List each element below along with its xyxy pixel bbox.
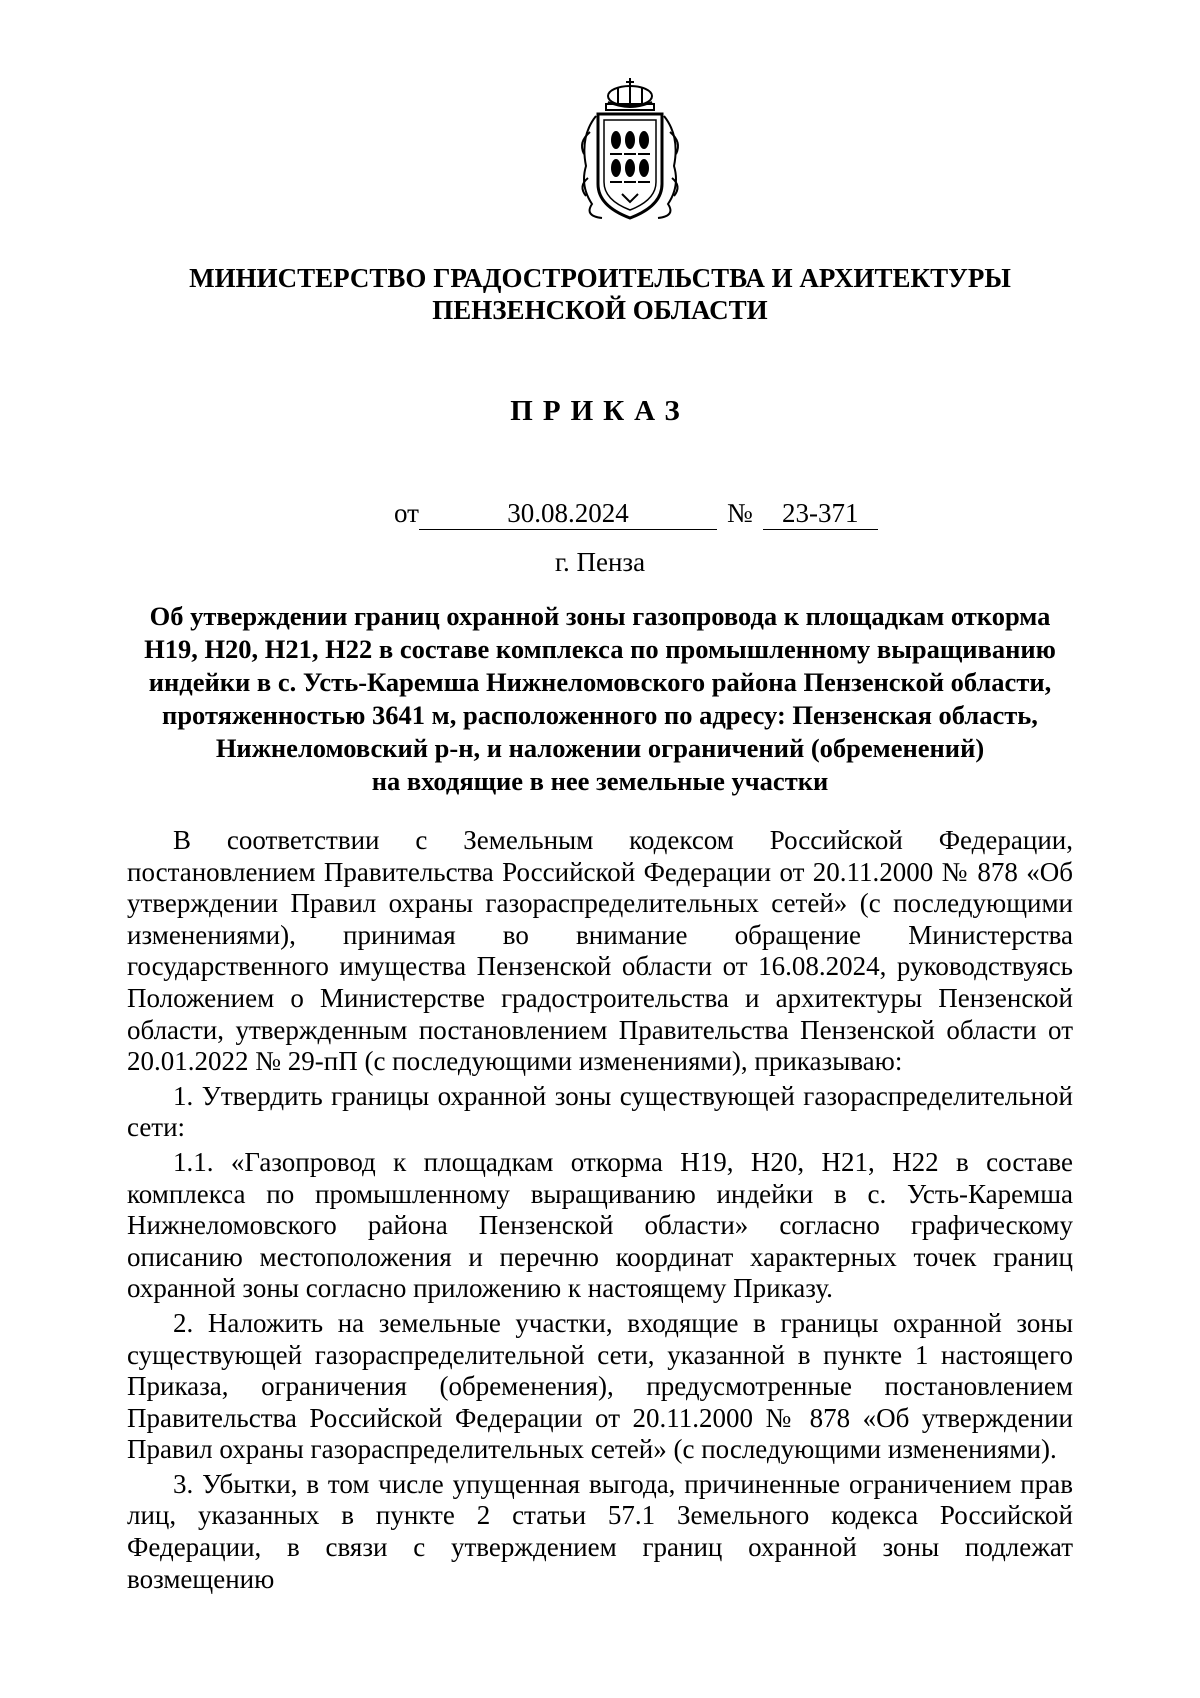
subject-line: протяженностью 3641 м, расположенного по адресу: Пензенская область, <box>162 700 1038 730</box>
document-city: г. Пенза <box>554 547 646 577</box>
ministry-name <box>100 262 1100 326</box>
date-prefix: от <box>394 498 419 528</box>
subject-line: на входящие в нее земельные участки <box>371 766 829 796</box>
document-type: ПРИКАЗ <box>510 395 690 427</box>
ministry-name-line2: ПЕНЗЕНСКОЙ ОБЛАСТИ <box>432 295 768 325</box>
document-body <box>127 825 1073 1598</box>
coat-of-arms-emblem <box>574 76 686 224</box>
document-number: 23-371 <box>763 497 878 530</box>
date-number-line <box>394 497 878 531</box>
document-date: 30.08.2024 <box>419 497 717 530</box>
preamble-paragraph: В соответствии с Земельным кодексом Российской Федерации, постановлением Правительства Российской Федерации от 20.11.2000 № 878 «Об утверждении Правил охраны газораспределительных сетей» (с последующими изменениями), принимая во внимание обращение Министерства государственного имущества Пензенской области от 16.08.2024, руководствуясь Положением о Министерстве градостроительства и архитектуры Пензенской области, утвержденным постановлением Правительства Пензенской области от 20.01.2022 № 29-пП (с последующими изменениями), приказываю: <box>127 825 1073 1077</box>
item-1-1-paragraph: 1.1. «Газопровод к площадкам откорма Н19, Н20, Н21, Н22 в составе комплекса по промышленному выращиванию индейки в с. Усть-Каремша Нижнеломовского района Пензенской области» согласно графическому описанию местоположения и перечню координат характерных точек границ охранной зоны согласно приложению к настоящему Приказу. <box>127 1146 1073 1304</box>
subject-line: Нижнеломовский р-н, и наложении ограничений (обременений) <box>215 733 985 763</box>
subject-line: Н19, Н20, Н21, Н22 в составе комплекса по промышленному выращиванию <box>144 634 1056 664</box>
item-2-paragraph: 2. Наложить на земельные участки, входящие в границы охранной зоны существующей газораспределительной сети, указанной в пункте 1 настоящего Приказа, ограничения (обременения), предусмотренные постановлением Правительства Российской Федерации от 20.11.2000 № 878 «Об утверждении Правил охраны газораспределительных сетей» (с последующими изменениями). <box>127 1307 1073 1465</box>
subject-line: Об утверждении границ охранной зоны газопровода к площадкам откорма <box>149 601 1051 631</box>
item-3-paragraph: 3. Убытки, в том числе упущенная выгода, причиненные ограничением прав лиц, указанных в пункте 2 статьи 57.1 Земельного кодекса Российской Федерации, в связи с утверждением границ охранной зоны подлежат возмещению <box>127 1468 1073 1594</box>
number-sign: № <box>726 498 753 528</box>
item-1-paragraph: 1. Утвердить границы охранной зоны существующей газораспределительной сети: <box>127 1080 1073 1143</box>
document-subject <box>130 600 1070 798</box>
ministry-name-line1: МИНИСТЕРСТВО ГРАДОСТРОИТЕЛЬСТВА И АРХИТЕКТУРЫ <box>189 263 1011 293</box>
subject-line: индейки в с. Усть-Каремша Нижнеломовского района Пензенской области, <box>148 667 1052 697</box>
